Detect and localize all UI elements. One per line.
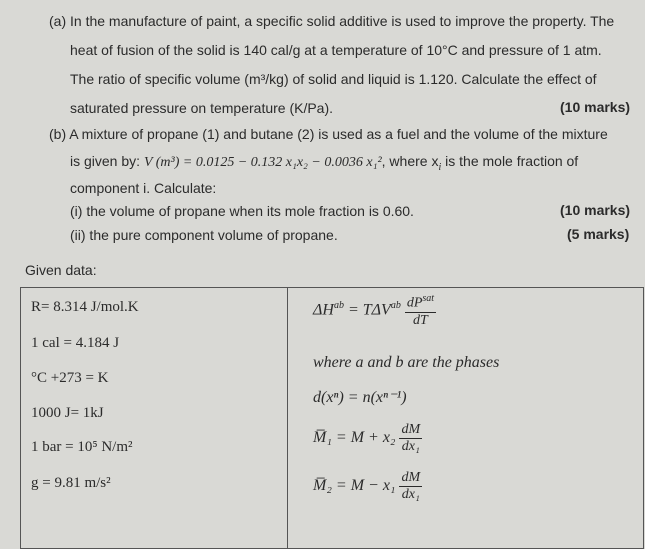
m1-lhs: M̅₁ = M + x₂ xyxy=(313,429,396,447)
clapeyron-numerator: dP xyxy=(406,295,423,311)
part-a-line-1: (a) In the manufacture of paint, a specific solid additive is used to improve the property. The xyxy=(49,13,615,29)
part-a-line-3: The ratio of specific volume (m³/kg) of solid and liquid is 1.120. Calculate the effect of xyxy=(70,71,597,87)
m1-numerator: dM xyxy=(401,422,421,437)
table-divider xyxy=(287,288,288,548)
partial-molar-m2 xyxy=(313,470,422,503)
part-b-item-i-marks: (10 marks) xyxy=(560,202,631,218)
part-b-item-ii: (ii) the pure component volume of propane. xyxy=(70,227,338,243)
phase-note: where a and b are the phases xyxy=(313,354,500,371)
given-cal-conversion: 1 cal = 4.184 J xyxy=(31,335,120,351)
given-pressure-conversion: 1 bar = 10⁵ N/m² xyxy=(31,439,133,455)
subscript-i: i xyxy=(438,161,442,173)
volume-equation: V (m³) = 0.0125 − 0.132 x₁x₂ − 0.0036 x₁² xyxy=(143,155,382,170)
part-b-line-1: (b) A mixture of propane (1) and butane (2) is used as a fuel and the volume of the mixture xyxy=(49,126,608,142)
clapeyron-denominator: dT xyxy=(413,312,428,328)
given-temperature-conversion: °C +273 = K xyxy=(31,370,109,386)
part-a-line-2: heat of fusion of the solid is 140 cal/g at a temperature of 10°C and pressure of 1 atm. xyxy=(70,42,602,58)
part-b-line-2-prefix: is given by: xyxy=(70,153,141,169)
part-a-marks: (10 marks) xyxy=(560,99,631,115)
part-b-line-2-suffix-2: is the mole fraction of xyxy=(441,153,579,169)
part-a-line-4: saturated pressure on temperature (K/Pa). xyxy=(70,100,334,116)
given-gravity: g = 9.81 m/s² xyxy=(31,475,111,491)
m2-fraction xyxy=(399,470,422,503)
part-b-line-2 xyxy=(70,153,578,173)
m2-lhs: M̅₂ = M − x₁ xyxy=(313,477,396,495)
m2-numerator: dM xyxy=(401,470,421,485)
part-b-line-2-suffix: , where x xyxy=(381,153,439,169)
part-b-line-3: component i. Calculate: xyxy=(70,180,217,196)
given-energy-conversion: 1000 J= 1kJ xyxy=(31,405,104,421)
m1-fraction xyxy=(399,422,422,455)
given-data-label: Given data: xyxy=(25,262,97,278)
derivative-rule: d(xⁿ) = n(xⁿ⁻¹) xyxy=(313,389,407,406)
part-b-item-ii-marks: (5 marks) xyxy=(567,226,630,242)
clapeyron-fraction: $\frac{dP^{sat}}{dT}$ xyxy=(406,293,435,328)
given-gas-constant: R= 8.314 J/mol.K xyxy=(31,299,139,315)
part-b-item-i: (i) the volume of propane when its mole fraction is 0.60. xyxy=(70,203,414,219)
partial-molar-m1 xyxy=(313,422,422,455)
clapeyron-equation: $\Delta H^{ab} = T\Delta V^{ab}$ $\frac{dP^{sat}}{dT}$ xyxy=(313,293,435,328)
clapeyron-mid: = TΔV xyxy=(343,301,391,319)
clapeyron-lhs: ΔH xyxy=(313,301,334,319)
given-data-table xyxy=(20,287,644,549)
m1-denominator: dx₁ xyxy=(401,439,420,454)
m2-denominator: dx₁ xyxy=(401,487,420,502)
